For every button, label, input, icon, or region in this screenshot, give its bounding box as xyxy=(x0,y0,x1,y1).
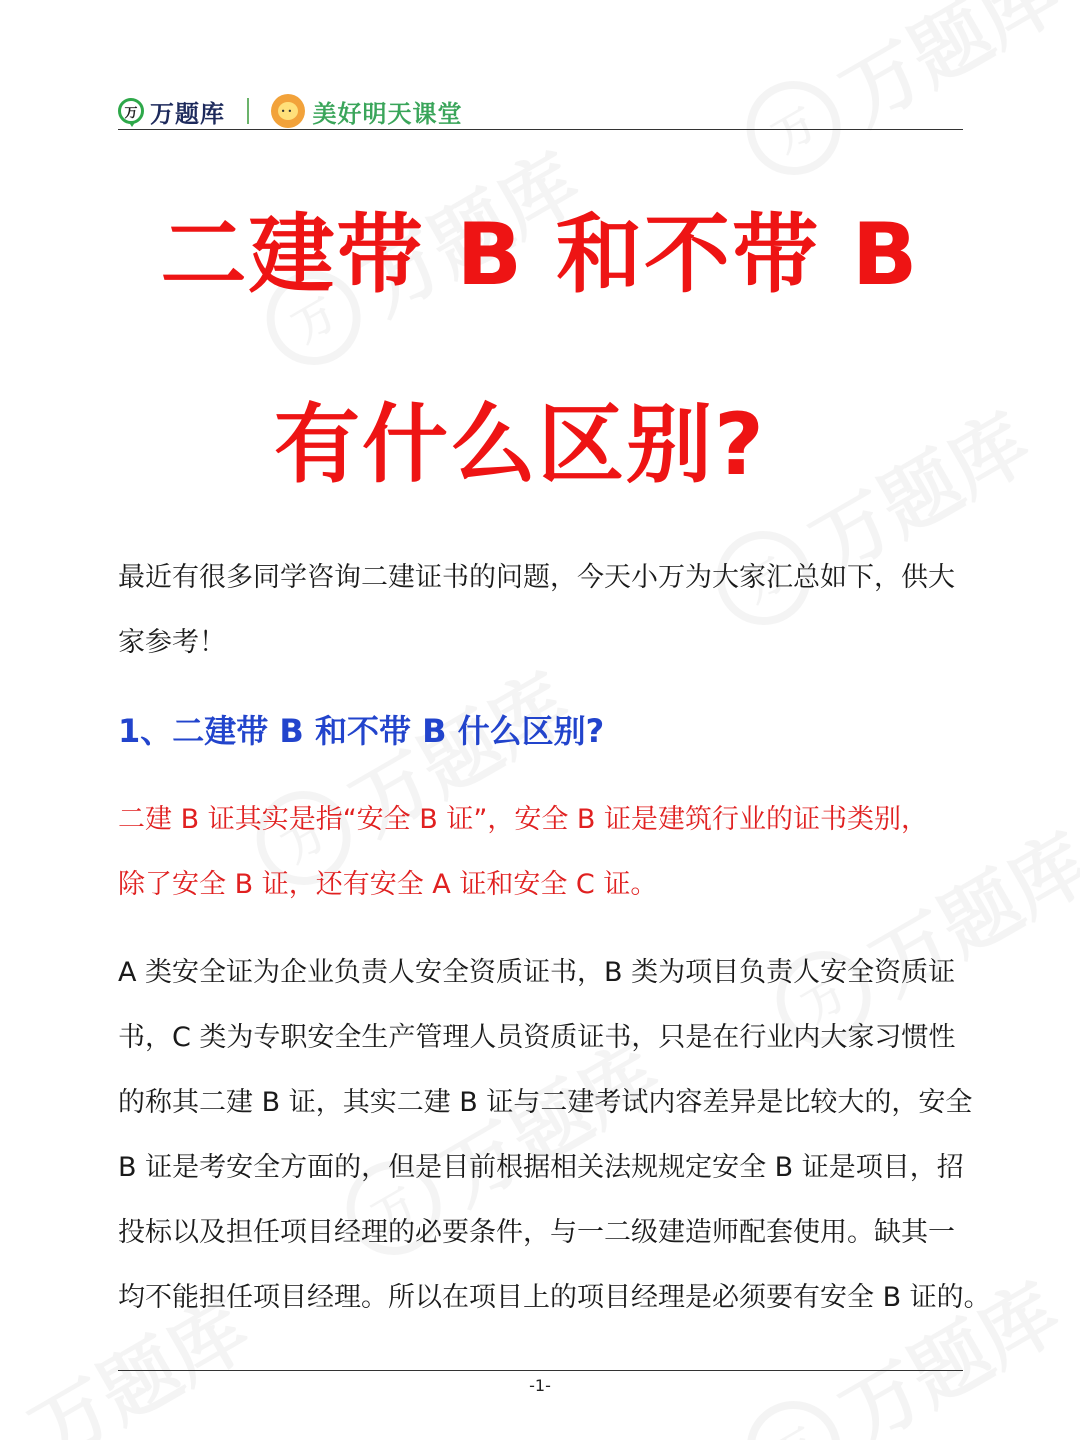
intro-line: 最近有很多同学咨询二建证书的问题，今天小万为大家汇总如下，供大 xyxy=(118,562,955,593)
body-line: B 证是考安全方面的，但是目前根据相关法规规定安全 B 证是项目，招 xyxy=(118,1152,964,1183)
body-line: 书，C 类为专职安全生产管理人员资质证书，只是在行业内大家习惯性 xyxy=(118,1022,956,1053)
intro-paragraph xyxy=(118,545,968,675)
body-line: 投标以及担任项目经理的必要条件，与一二级建造师配套使用。缺其一 xyxy=(118,1217,955,1248)
page-title-line-2: 有什么区别? xyxy=(274,395,766,495)
body-line: 的称其二建 B 证，其实二建 B 证与二建考试内容差异是比较大的，安全 xyxy=(118,1087,973,1118)
header-rule xyxy=(118,129,963,130)
meihao-logo xyxy=(271,94,463,129)
lion-mascot-icon: •• xyxy=(271,94,305,128)
intro-line: 家参考！ xyxy=(118,627,226,658)
body-paragraph xyxy=(118,940,991,1330)
body-line: A 类安全证为企业负责人安全资质证书，B 类为项目负责人安全资质证 xyxy=(118,957,956,988)
page-title-line-1: 二建带 B 和不带 B xyxy=(160,205,920,305)
section-heading: 1、二建带 B 和不带 B 什么区别? xyxy=(118,712,605,750)
highlight-line: 二建 B 证其实是指“安全 B 证”，安全 B 证是建筑行业的证书类别， xyxy=(118,804,929,835)
header-divider xyxy=(247,98,249,124)
footer-rule xyxy=(118,1370,963,1371)
body-line: 均不能担任项目经理。所以在项目上的项目经理是必须要有安全 B 证的。 xyxy=(118,1282,991,1313)
wantiku-pin-icon: 万 xyxy=(118,98,144,124)
highlight-line: 除了安全 B 证，还有安全 A 证和安全 C 证。 xyxy=(118,869,658,900)
wantiku-logo xyxy=(118,94,225,129)
page-header xyxy=(118,92,963,130)
meihao-brand-name: 美好明天课堂 xyxy=(312,99,463,128)
wantiku-brand-name: 万题库 xyxy=(150,99,225,128)
highlight-paragraph xyxy=(118,787,968,917)
page-number: -1- xyxy=(529,1376,551,1395)
